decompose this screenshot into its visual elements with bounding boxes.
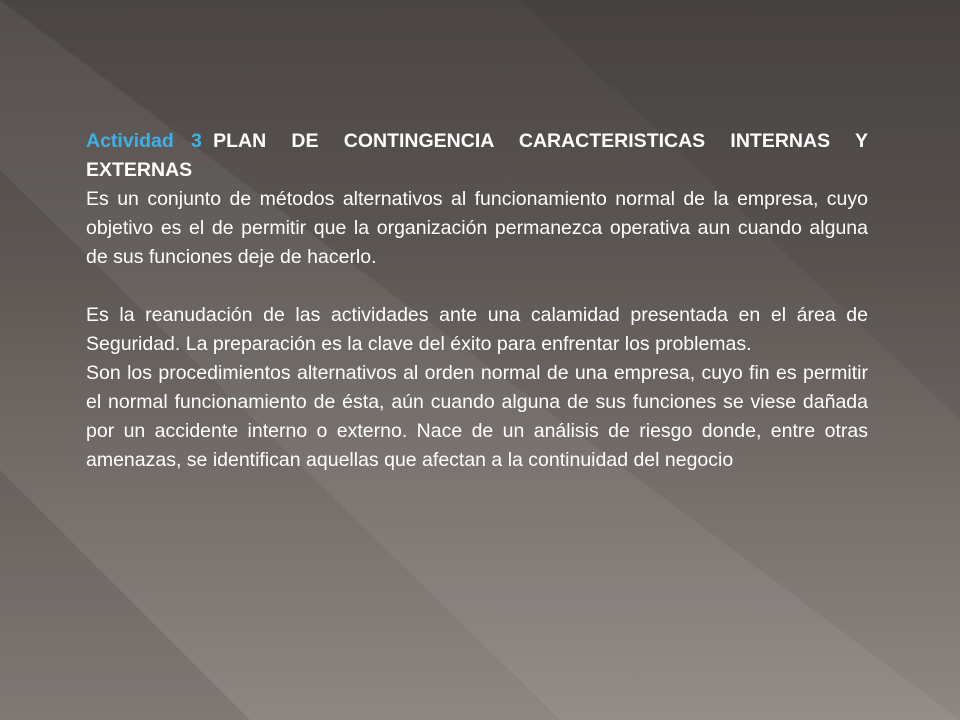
definition-paragraph-3: Son los procedimientos alternativos al orden normal de una empresa, cuyo fin es permitir el normal funcionamiento de ésta, aún cuando alguna de sus funciones se viese dañada por un accidente interno o externo. Nace de un análisis de riesgo donde, entre otras amenazas, se identifican aquellas que afectan a la continuidad del negocio (86, 362, 868, 471)
paragraph-spacer (86, 272, 868, 301)
slide-body (86, 127, 868, 475)
definition-paragraph-2: Es la reanudación de las actividades ante una calamidad presentada en el área de Seguridad. La preparación es la clave del éxito para enfrentar los problemas. (86, 304, 868, 355)
dark-corner-wedge (0, 470, 250, 720)
activity-title: PLAN DE CONTINGENCIA CARACTERISTICAS INTERNAS Y EXTERNAS (86, 130, 868, 181)
activity-label: Actividad 3 (86, 130, 202, 152)
activity-heading (86, 127, 868, 185)
definition-paragraph-1: Es un conjunto de métodos alternativos al funcionamiento normal de la empresa, cuyo objetivo es el de permitir que la organización permanezca operativa aun cuando alguna de sus funciones deje de hacerlo. (86, 188, 868, 268)
